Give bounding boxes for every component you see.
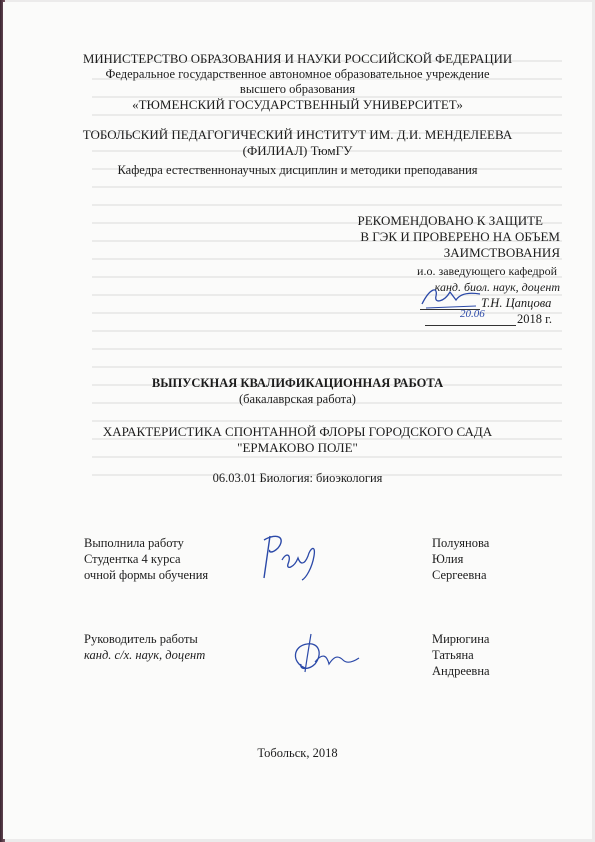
ministry-name: МИНИСТЕРСТВО ОБРАЗОВАНИЯ И НАУКИ РОССИЙСКОЙ ФЕДЕРАЦИИ: [82, 52, 513, 66]
specialty: 06.03.01 Биология: биоэкология: [212, 471, 383, 485]
city-year: Тобольск, 2018: [257, 746, 338, 760]
author-first-name: Юлия: [432, 552, 464, 566]
university-name: «ТЮМЕНСКИЙ ГОСУДАРСТВЕННЫЙ УНИВЕРСИТЕТ»: [132, 97, 463, 112]
approver-degree: канд. биол. наук, доцент: [434, 280, 560, 294]
supervisor-label-1: Руководитель работы: [84, 632, 198, 646]
supervisor-label-2: канд. с/х. наук, доцент: [84, 648, 206, 662]
institute-name-line1: ТОБОЛЬСКИЙ ПЕДАГОГИЧЕСКИЙ ИНСТИТУТ ИМ. Д.И. МЕНДЕЛЕЕВА: [82, 127, 513, 142]
approval-line2: В ГЭК И ПРОВЕРЕНО НА ОБЪЕМ: [360, 229, 560, 244]
approver-role: и.о. заведующего кафедрой: [417, 264, 557, 278]
supervisor-patronymic: Андреевна: [432, 664, 490, 678]
supervisor-signature: [285, 628, 365, 678]
approval-line3: ЗАИМСТВОВАНИЯ: [443, 245, 560, 260]
approval-line1: РЕКОМЕНДОВАНО К ЗАЩИТЕ: [357, 213, 543, 228]
approver-name: Т.Н. Цапцова: [481, 296, 552, 310]
supervisor-surname: Мирюгина: [432, 632, 490, 646]
work-subtype: (бакалаврская работа): [239, 392, 356, 406]
author-label-2: Студентка 4 курса: [84, 552, 181, 566]
institute-name-line2: (ФИЛИАЛ) ТюмГУ: [242, 143, 353, 158]
author-signature: [258, 530, 326, 586]
work-title-line1: ХАРАКТЕРИСТИКА СПОНТАННОЙ ФЛОРЫ ГОРОДСКОГО САДА: [102, 424, 493, 439]
work-title-line2: "ЕРМАКОВО ПОЛЕ": [237, 440, 358, 455]
department-name: Кафедра естественнонаучных дисциплин и методики преподавания: [117, 163, 478, 177]
author-patronymic: Сергеевна: [432, 568, 487, 582]
work-type: ВЫПУСКНАЯ КВАЛИФИКАЦИОННАЯ РАБОТА: [151, 376, 444, 390]
approval-date-handwritten: 20.06: [460, 308, 485, 320]
institution-type-line2: высшего образования: [239, 82, 356, 96]
author-label-3: очной формы обучения: [84, 568, 209, 582]
approval-year: 2018 г.: [517, 312, 552, 326]
supervisor-first-name: Татьяна: [432, 648, 474, 662]
institution-type-line1: Федеральное государственное автономное образовательное учреждение: [105, 67, 490, 81]
author-surname: Полуянова: [432, 536, 490, 550]
author-label-1: Выполнила работу: [84, 536, 184, 550]
